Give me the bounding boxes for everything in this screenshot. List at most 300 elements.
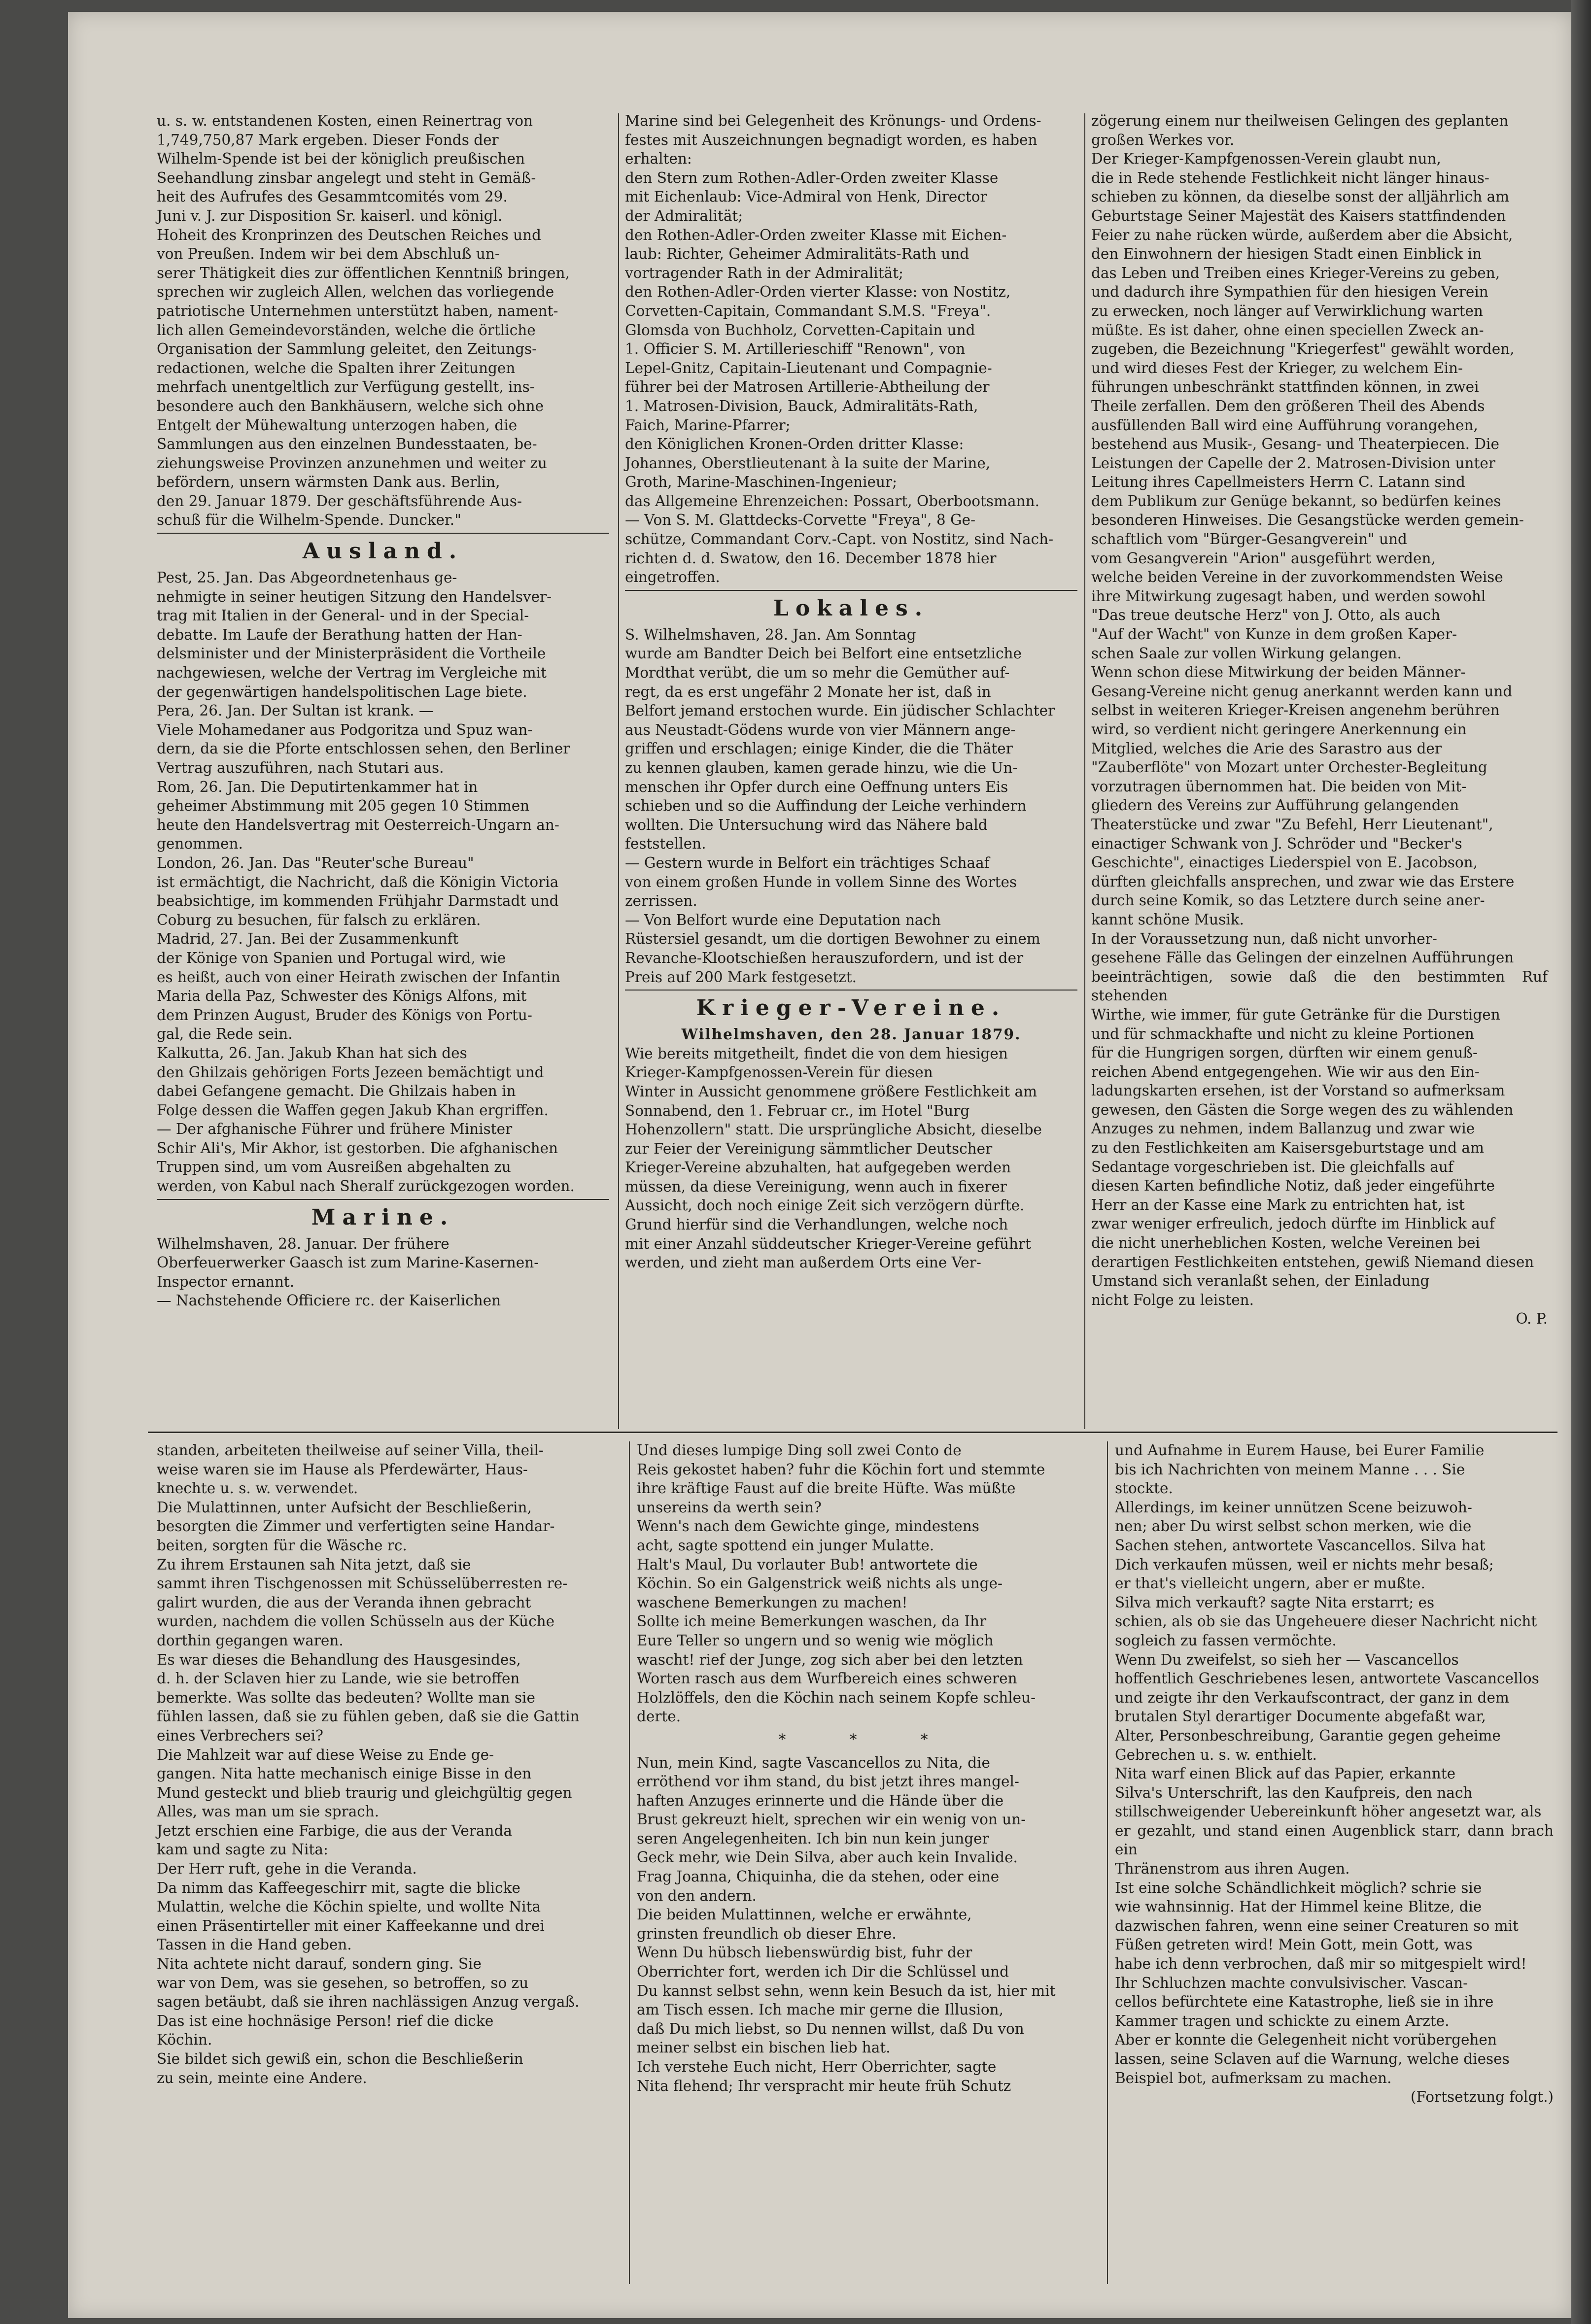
- text-line: Sammlungen aus den einzelnen Bundesstaaten, be-: [157, 436, 537, 453]
- text-line: Krieger-Vereine abzuhalten, hat aufgegeben werden: [625, 1159, 1011, 1176]
- text-line: Aber er konnte die Gelegenheit nicht vorübergehen: [1115, 2031, 1497, 2049]
- text-line: Maria della Paz, Schwester des Königs Alfons, mit: [157, 988, 527, 1005]
- text-line: 1,749,750,87 Mark ergeben. Dieser Fonds der: [157, 131, 499, 148]
- upper-column-3: [1091, 111, 1548, 1329]
- text-line: dabei Gefangene gemacht. Die Ghilzais haben in: [157, 1083, 516, 1100]
- text-line: Jetzt erschien eine Farbige, die aus der Veranda: [157, 1822, 512, 1839]
- text-line: bestehend aus Musik-, Gesang- und Theaterpiecen. Die: [1091, 436, 1499, 453]
- text-line: Worten rasch aus dem Wurfbereich eines schweren: [637, 1670, 1017, 1687]
- text-line: wird, so verdient nicht geringere Anerkennung ein: [1091, 721, 1467, 738]
- text-line: grinsten freundlich ob dieser Ehre.: [637, 1925, 897, 1942]
- text-line: schütze, Commandant Corv.-Capt. von Nostitz, sind Nach-: [625, 531, 1054, 548]
- text-line: Beispiel bot, aufmerksam zu machen.: [1115, 2069, 1392, 2086]
- text-line: Wenn Du zweifelst, so sieh her — Vascancellos: [1115, 1651, 1459, 1668]
- text-line: (Fortsetzung folgt.): [1410, 2088, 1554, 2106]
- text-line: geheimer Abstimmung mit 205 gegen 10 Stimmen: [157, 797, 530, 815]
- text-line: den Rothen-Adler-Orden zweiter Klasse mit Eichen-: [625, 226, 1007, 243]
- column-rule-4: [1107, 1441, 1108, 2284]
- text-line: fühlen lassen, daß sie zu fühlen geben, daß sie die Gattin: [157, 1708, 580, 1725]
- text-line: Herr an der Kasse eine Mark zu entrichten hat, ist: [1091, 1196, 1465, 1213]
- text-line: London, 26. Jan. Das "Reuter'sche Bureau": [157, 854, 474, 871]
- text-line: schieben und so die Auffindung der Leiche verhindern: [625, 797, 1027, 815]
- text-line: regt, da es erst ungefähr 2 Monate her ist, daß in: [625, 683, 991, 700]
- lower-column-3: [1115, 1441, 1554, 2107]
- text-line: mit Eichenlaub: Vice-Admiral von Henk, Director: [625, 188, 987, 205]
- text-line: Belfort jemand erstochen wurde. Ein jüdischer Schlachter: [625, 702, 1055, 719]
- text-line: Silva's Unterschrift, las den Kaufpreis, den nach: [1115, 1784, 1473, 1801]
- text-line: werden, und zieht man außerdem Orts eine Ver-: [625, 1254, 981, 1271]
- column-rule-2: [1084, 113, 1085, 1429]
- text-line: galirt wurden, die aus der Veranda ihnen gebracht: [157, 1594, 531, 1611]
- text-line: Aussicht, doch noch einige Zeit sich verzögern dürfte.: [625, 1197, 1025, 1214]
- text-line: gesehene Fälle das Gelingen der einzelnen Aufführungen: [1091, 949, 1514, 966]
- text-line: müssen, da diese Vereinigung, wenn auch in fixerer: [625, 1178, 1007, 1195]
- text-line: Sollte ich meine Bemerkungen waschen, da Ihr: [637, 1613, 987, 1630]
- text-line: feststellen.: [625, 835, 706, 853]
- text-line: Leitung ihres Capellmeisters Herrn C. Latann sind: [1091, 474, 1465, 491]
- text-line: dem Prinzen August, Bruder des Königs von Portu-: [157, 1006, 532, 1024]
- text-line: Grund hierfür sind die Verhandlungen, welche noch: [625, 1216, 1008, 1233]
- text-line: Wirthe, wie immer, für gute Getränke für die Durstigen: [1091, 1006, 1500, 1023]
- text-line: knechte u. s. w. verwendet.: [157, 1480, 358, 1497]
- text-line: die nicht unerheblichen Kosten, welche Vereinen bei: [1091, 1234, 1480, 1252]
- text-line: Preis auf 200 Mark festgesetzt.: [625, 968, 857, 986]
- text-line: Wenn Du hübsch liebenswürdig bist, fuhr der: [637, 1944, 972, 1961]
- text-line: Anzuges zu nehmen, indem Ballanzug und zwar wie: [1091, 1120, 1475, 1137]
- text-line: derte.: [637, 1708, 681, 1725]
- text-line: S. Wilhelmshaven, 28. Jan. Am Sonntag: [625, 626, 916, 643]
- text-line: werden, von Kabul nach Sheralf zurückgezogen worden.: [157, 1178, 575, 1195]
- text-line: gal, die Rede sein.: [157, 1025, 293, 1043]
- text-line: sagen betäubt, daß sie ihren nachlässigen Anzug vergaß.: [157, 1993, 580, 2011]
- text-line: mehrfach unentgeltlich zur Verfügung gestellt, ins-: [157, 378, 535, 396]
- text-line: sogleich zu fassen vermöchte.: [1115, 1632, 1337, 1649]
- text-line: zu den Festlichkeiten am Kaisersgeburtstage und am: [1091, 1139, 1484, 1157]
- text-line: "Zauberflöte" von Mozart unter Orchester-Begleitung: [1091, 759, 1487, 776]
- text-line: Die Mulattinnen, unter Aufsicht der Beschließerin,: [157, 1499, 532, 1516]
- text-line: Thränenstrom aus ihren Augen.: [1115, 1860, 1350, 1878]
- text-line: Folge dessen die Waffen gegen Jakub Khan ergriffen.: [157, 1101, 549, 1119]
- text-line: Coburg zu besuchen, für falsch zu erklären.: [157, 911, 481, 928]
- text-line: zu erwecken, noch länger auf Verwirklichung warten: [1091, 302, 1483, 319]
- text-line: durch seine Komik, so das Letztere durch seine aner-: [1091, 892, 1485, 909]
- text-line: zur Feier der Vereinigung sämmtlicher Deutscher: [625, 1140, 993, 1157]
- text-line: Oberfeuerwerker Gaasch ist zum Marine-Kasernen-: [157, 1254, 539, 1271]
- lokales-section: [625, 625, 1077, 987]
- section-stars: * * *: [778, 1731, 958, 1748]
- text-line: Wie bereits mitgetheilt, findet die von dem hiesigen: [625, 1045, 1008, 1062]
- text-line: zu sein, meinte eine Andere.: [157, 2069, 367, 2086]
- text-line: Da nimm das Kaffeegeschirr mit, sagte die blicke: [157, 1879, 520, 1896]
- text-line: Johannes, Oberstlieutenant à la suite der Marine,: [625, 454, 991, 472]
- text-line: weise waren sie im Hause als Pferdewärter, Haus-: [157, 1461, 528, 1478]
- text-line: festes mit Auszeichnungen begnadigt worden, es haben: [625, 131, 1038, 148]
- text-line: Wilhelmshaven, 28. Januar. Der frühere: [157, 1235, 450, 1252]
- text-line: Truppen sind, um vom Ausreißen abgehalten zu: [157, 1159, 511, 1176]
- text-line: d. h. der Sclaven hier zu Lande, wie sie betroffen: [157, 1670, 520, 1687]
- text-line: befördern, unsern wärmsten Dank aus. Berlin,: [157, 474, 500, 491]
- text-line: Rüstersiel gesandt, um die dortigen Bewohner zu einem: [625, 930, 1040, 948]
- text-line: Seehandlung zinsbar angelegt und steht in Gemäß-: [157, 169, 536, 186]
- text-line: Kammer tragen und schickte zu einem Arzte.: [1115, 2012, 1450, 2029]
- column-rule-1: [618, 113, 619, 1429]
- text-line: haften Anzuges erinnerte und die Hände über die: [637, 1792, 1004, 1809]
- text-line: Tassen in die Hand geben.: [157, 1936, 352, 1953]
- text-line: ihre kräftige Faust auf die breite Hüfte. Was müßte: [637, 1480, 1016, 1497]
- marine-section: [157, 1234, 609, 1310]
- text-line: einen Präsentirteller mit einer Kaffeekanne und drei: [157, 1917, 545, 1934]
- text-line: Pest, 25. Jan. Das Abgeordnetenhaus ge-: [157, 569, 457, 586]
- text-line: genommen.: [157, 835, 243, 853]
- text-line: ausfüllenden Ball wird eine Aufführung vorangehen,: [1091, 416, 1478, 434]
- text-line: am Tisch essen. Ich mache mir gerne die Illusion,: [637, 2001, 1004, 2018]
- text-line: Oberrichter fort, werden ich Dir die Schlüssel und: [637, 1963, 1009, 1981]
- text-line: schieben zu können, da dieselbe sonst der alljährlich am: [1091, 188, 1510, 205]
- text-line: Juni v. J. zur Disposition Sr. kaiserl. und königl.: [157, 207, 503, 224]
- text-line: Geschichte", einactiges Liederspiel von E. Jacobson,: [1091, 854, 1478, 871]
- wilhelm-spende-paragraph: [157, 111, 609, 530]
- text-line: den 29. Januar 1879. Der geschäftsführende Aus-: [157, 492, 522, 510]
- column-rule-3: [629, 1441, 630, 2284]
- text-line: und für schmackhafte und nicht zu kleine Portionen: [1091, 1025, 1474, 1042]
- text-line: wascht! rief der Junge, zog sich aber bei den letzten: [637, 1651, 1023, 1668]
- text-line: brutalen Styl derartiger Documente abgefaßt war,: [1115, 1708, 1486, 1725]
- text-line: Holzlöffels, den die Köchin nach seinem Kopfe schleu-: [637, 1689, 1036, 1706]
- text-line: Gesang-Vereine nicht genug anerkannt werden kann und: [1091, 683, 1513, 700]
- text-line: Dich verkaufen müssen, weil er nichts mehr besaß;: [1115, 1556, 1494, 1573]
- text-line: gewesen, den Gästen die Sorge wegen des zu wählenden: [1091, 1101, 1514, 1118]
- text-line: Silva mich verkauft? sagte Nita erstarrt; es: [1115, 1594, 1435, 1611]
- text-line: und zeigte ihr den Verkaufscontract, der ganz in dem: [1115, 1689, 1509, 1706]
- text-line: Mulattin, welche die Köchin spielte, und wollte Nita: [157, 1898, 541, 1915]
- text-line: kam und sagte zu Nita:: [157, 1841, 328, 1858]
- text-line: — Von Belfort wurde eine Deputation nach: [625, 911, 941, 928]
- text-line: Sedantage vorgeschrieben ist. Die gleichfalls auf: [1091, 1158, 1453, 1175]
- text-line: Köchin. So ein Galgenstrick weiß nichts als unge-: [637, 1575, 1003, 1592]
- feuilleton-part-2b: [637, 1753, 1099, 2096]
- text-line: vorzutragen übernommen hat. Die beiden von Mit-: [1091, 778, 1467, 795]
- feuilleton-part-1: [157, 1441, 620, 2087]
- lokales-heading: Lokales.: [773, 595, 930, 621]
- rule-lokales: [625, 590, 1077, 591]
- text-line: sammt ihren Tischgenossen mit Schüsselüberresten re-: [157, 1575, 568, 1592]
- rule-ausland: [157, 533, 609, 534]
- text-line: führer bei der Matrosen Artillerie-Abtheilung der: [625, 378, 990, 396]
- text-line: den Einwohnern der hiesigen Stadt einen Einblick in: [1091, 245, 1482, 263]
- text-line: zu kennen glauben, kamen gerade hinzu, wie die Un-: [625, 759, 1018, 776]
- text-line: — Von S. M. Glattdecks-Corvette "Freya", 8 Ge-: [625, 512, 976, 529]
- text-line: Pera, 26. Jan. Der Sultan ist krank. —: [157, 702, 434, 719]
- text-line: Hoheit des Kronprinzen des Deutschen Reiches und: [157, 226, 541, 243]
- text-line: den Stern zum Rothen-Adler-Orden zweiter Klasse: [625, 169, 999, 186]
- text-line: kannt schöne Musik.: [1091, 911, 1244, 928]
- text-line: war von Dem, was sie gesehen, so betroffen, so zu: [157, 1974, 529, 1991]
- text-line: vom Gesangverein "Arion" ausgeführt werden,: [1091, 549, 1436, 567]
- upper-column-2: [625, 111, 1077, 1272]
- text-line: Corvetten-Capitain, Commandant S.M.S. "Freya".: [625, 302, 991, 319]
- text-line: dern, da sie die Pforte entschlossen sehen, den Berliner: [157, 740, 570, 757]
- text-line: Kalkutta, 26. Jan. Jakub Khan hat sich des: [157, 1044, 467, 1061]
- text-line: Feier zu nahe rücken würde, außerdem aber die Absicht,: [1091, 226, 1513, 243]
- text-line: griffen und erschlagen; einige Kinder, die die Thäter: [625, 740, 1013, 757]
- text-line: wurde am Bandter Deich bei Belfort eine entsetzliche: [625, 645, 1022, 662]
- text-line: Nita warf einen Blick auf das Papier, erkannte: [1115, 1765, 1456, 1782]
- text-line: ladungskarten ersehen, ist der Vorstand so aufmerksam: [1091, 1082, 1505, 1099]
- text-line: Glomsda von Buchholz, Corvetten-Capitain und: [625, 321, 975, 339]
- text-line: debatte. Im Laufe der Berathung hatten der Han-: [157, 626, 522, 643]
- text-line: Reis gekostet haben? fuhr die Köchin fort und stemmte: [637, 1461, 1045, 1478]
- text-line: Mund gesteckt und blieb traurig und gleichgültig gegen: [157, 1784, 572, 1801]
- text-line: den Ghilzais gehörigen Forts Jezeen bemächtigt und: [157, 1063, 544, 1081]
- text-line: seren Angelegenheiten. Ich bin nun kein junger: [637, 1830, 989, 1847]
- text-line: Revanche-Klootschießen herauszufordern, und ist der: [625, 949, 1024, 966]
- text-line: meiner selbst ein bischen lieb hat.: [637, 2039, 891, 2056]
- text-line: aus Neustadt-Gödens wurde von vier Männern ange-: [625, 721, 1016, 738]
- text-line: standen, arbeiteten theilweise auf seiner Villa, theil-: [157, 1442, 544, 1459]
- text-line: Marine sind bei Gelegenheit des Krönungs- und Ordens-: [625, 112, 1041, 129]
- text-line: diesen Karten befindliche Notiz, daß jeder eingeführte: [1091, 1177, 1495, 1195]
- text-line: Winter in Aussicht genommene größere Festlichkeit am: [625, 1083, 1038, 1100]
- text-line: Frag Joanna, Chiquinha, die da stehen, oder eine: [637, 1868, 1000, 1885]
- text-line: Alles, was man um sie sprach.: [157, 1803, 380, 1820]
- text-line: schaftlich vom "Bürger-Gesangverein" und: [1091, 531, 1407, 548]
- text-line: Vertrag auszuführen, nach Stutari aus.: [157, 759, 444, 776]
- text-line: lassen, seine Sclaven auf die Warnung, welche dieses: [1115, 2051, 1510, 2067]
- text-line: Schir Ali's, Mir Akhor, ist gestorben. Die afghanischen: [157, 1139, 558, 1157]
- text-line: stillschweigender Uebereinkunft höher angesetzt war, als: [1115, 1803, 1542, 1820]
- feuilleton-part-3: [1115, 1441, 1554, 2107]
- text-line: schien, als ob sie das Ungeheuere dieser Nachricht nicht: [1115, 1613, 1537, 1630]
- text-line: Das ist eine hochnäsige Person! rief die dicke: [157, 2012, 494, 2029]
- text-line: wollten. Die Untersuchung wird das Nähere bald: [625, 816, 988, 833]
- text-line: Zu ihrem Erstaunen sah Nita jetzt, daß sie: [157, 1556, 471, 1573]
- text-line: Der Krieger-Kampfgenossen-Verein glaubt nun,: [1091, 150, 1441, 168]
- text-line: Füßen getreten wird! Mein Gott, mein Gott, was: [1115, 1936, 1473, 1953]
- text-line: wie wahnsinnig. Hat der Himmel keine Blitze, die: [1115, 1898, 1482, 1915]
- text-line: bemerkte. Was sollte das bedeuten? Wollte man sie: [157, 1689, 535, 1706]
- text-line: erhalten:: [625, 150, 692, 168]
- text-line: besonderen Hinweises. Die Gesangstücke werden gemein-: [1091, 512, 1524, 529]
- text-line: Köchin.: [157, 2031, 212, 2049]
- text-line: zerrissen.: [625, 892, 697, 910]
- text-line: Wenn schon diese Mitwirkung der beiden Männer-: [1091, 664, 1466, 681]
- text-line: Entgelt der Mühewaltung unterzogen haben, die: [157, 416, 518, 434]
- text-line: In der Voraussetzung nun, daß nicht unvorher-: [1091, 930, 1437, 947]
- page-edge-shadow: [1571, 0, 1591, 2324]
- text-line: beiten, sorgten für die Wäsche rc.: [157, 1537, 407, 1554]
- text-line: delsminister und der Ministerpräsident die Vortheile: [157, 645, 546, 662]
- text-line: vortragender Rath in der Admiralität;: [625, 264, 903, 281]
- text-line: selbst in weiteren Krieger-Kreisen angenehm berühren: [1091, 702, 1500, 719]
- text-line: Hohenzollern" statt. Die ursprüngliche Absicht, dieselbe: [625, 1121, 1042, 1138]
- text-line: acht, sagte spottend ein junger Mulatte.: [637, 1537, 934, 1554]
- text-line: dorthin gegangen waren.: [157, 1632, 344, 1649]
- text-line: er that's vielleicht ungern, aber er mußte.: [1115, 1575, 1425, 1592]
- text-line: nehmigte in seiner heutigen Sitzung den Handelsver-: [157, 588, 552, 605]
- text-line: Nita achtete nicht darauf, sondern ging. Sie: [157, 1955, 482, 1973]
- text-line: Theile zerfallen. Dem den größeren Theil des Abends: [1091, 397, 1485, 414]
- text-line: redactionen, welche die Spalten ihrer Zeitungen: [157, 359, 516, 376]
- text-line: und dadurch ihre Sympathien für den hiesigen Verein: [1091, 283, 1488, 301]
- text-line: patriotische Unternehmen unterstützt haben, nament-: [157, 302, 558, 319]
- ausland-section: [157, 568, 609, 1196]
- marine-orders-continued: [625, 111, 1077, 587]
- text-line: zögerung einem nur theilweisen Gelingen des geplanten: [1091, 112, 1509, 129]
- text-line: unsereins da werth sein?: [637, 1499, 822, 1516]
- text-line: Die beiden Mulattinnen, welche er erwähnte,: [637, 1906, 972, 1923]
- text-line: müßte. Es ist daher, ohne einen speciellen Zweck an-: [1091, 321, 1484, 339]
- text-line: Ist eine solche Schändlichkeit möglich? schrie sie: [1115, 1879, 1482, 1896]
- text-line: 1. Matrosen-Division, Bauck, Admiralitäts-Rath,: [625, 397, 978, 414]
- text-line: Lepel-Gnitz, Capitain-Lieutenant und Compagnie-: [625, 359, 992, 376]
- text-line: Und dieses lumpige Ding soll zwei Conto de: [637, 1442, 962, 1459]
- text-line: von Preußen. Indem wir bei dem Abschluß un-: [157, 245, 500, 263]
- text-line: Geburtstage Seiner Majestät des Kaisers stattfindenden: [1091, 207, 1506, 224]
- text-line: — Der afghanische Führer und frühere Minister: [157, 1121, 513, 1138]
- text-line: heit des Aufrufes des Gesammtcomités vom 29.: [157, 188, 508, 205]
- text-line: lich allen Gemeindevorständen, welche die örtliche: [157, 321, 536, 339]
- text-line: den Rothen-Adler-Orden vierter Klasse: von Nostitz,: [625, 283, 1011, 301]
- text-line: er gezahlt, und stand einen Augenblick starr, dann brach ein: [1115, 1822, 1554, 1858]
- text-line: "Das treue deutsche Herz" von J. Otto, als auch: [1091, 607, 1441, 624]
- text-line: Organisation der Sammlung geleitet, den Zeitungs-: [157, 341, 537, 358]
- krieger-section: [625, 1044, 1077, 1272]
- text-line: Groth, Marine-Maschinen-Ingenieur;: [625, 474, 898, 491]
- text-line: Du kannst selbst sehn, wenn kein Besuch da ist, hier mit: [637, 1982, 1056, 1999]
- text-line: beabsichtige, im kommenden Frühjahr Darmstadt und: [157, 892, 559, 910]
- text-line: Theaterstücke und zwar "Zu Befehl, Herr Lieutenant",: [1091, 816, 1493, 833]
- text-line: der Admiralität;: [625, 207, 743, 224]
- text-line: Leistungen der Capelle der 2. Matrosen-Division unter: [1091, 454, 1495, 472]
- text-line: führungen unbeschränkt stattfinden können, in zwei: [1091, 378, 1479, 396]
- text-line: daß Du mich liebst, so Du nennen willst, daß Du von: [637, 2020, 1024, 2037]
- text-line: Viele Mohamedaner aus Podgoritza und Spuz wan-: [157, 721, 533, 738]
- text-line: Die Mahlzeit war auf diese Weise zu Ende ge-: [157, 1746, 494, 1763]
- text-line: Sachen stehen, antwortete Vascancellos. Silva hat: [1115, 1537, 1486, 1554]
- text-line: das Leben und Treiben eines Krieger-Vereins zu geben,: [1091, 264, 1500, 281]
- text-line: Inspector ernannt.: [157, 1273, 295, 1290]
- text-line: 1. Officier S. M. Artillerieschiff "Renown", von: [625, 341, 966, 358]
- text-line: mit einer Anzahl süddeutscher Krieger-Vereine geführt: [625, 1235, 1031, 1252]
- text-line: Der Herr ruft, gehe in die Veranda.: [157, 1860, 417, 1878]
- text-line: Madrid, 27. Jan. Bei der Zusammenkunft: [157, 930, 459, 948]
- rule-marine: [157, 1199, 609, 1200]
- text-line: Nun, mein Kind, sagte Vascancellos zu Nita, die: [637, 1754, 990, 1771]
- rule-krieger: [625, 990, 1077, 991]
- text-line: habe ich denn verbrochen, daß mir so mitgespielt wird!: [1115, 1955, 1527, 1973]
- text-line: Alter, Personbeschreibung, Garantie gegen geheime: [1115, 1727, 1501, 1744]
- text-line: bis ich Nachrichten von meinem Manne . . . Sie: [1115, 1461, 1465, 1478]
- text-line: von einem großen Hunde in vollem Sinne des Wortes: [625, 873, 1017, 890]
- text-line: Faich, Marine-Pfarrer;: [625, 416, 791, 434]
- text-line: zugeben, die Bezeichnung "Kriegerfest" gewählt worden,: [1091, 341, 1515, 358]
- text-line: es heißt, auch von einer Heirath zwischen der Infantin: [157, 968, 560, 986]
- text-line: zwar weniger erfreulich, jedoch dürfte im Hinblick auf: [1091, 1215, 1495, 1232]
- text-line: der gegenwärtigen handelspolitischen Lage biete.: [157, 683, 527, 700]
- text-line: wurden, nachdem die vollen Schüsseln aus der Küche: [157, 1613, 555, 1630]
- text-line: eines Verbrechers sei?: [157, 1727, 323, 1744]
- text-line: das Allgemeine Ehrenzeichen: Possart, Oberbootsmann.: [625, 492, 1039, 510]
- marine-heading: Marine.: [311, 1204, 455, 1230]
- text-line: und Aufnahme in Eurem Hause, bei Eurer Familie: [1115, 1442, 1485, 1459]
- text-line: — Gestern wurde in Belfort ein trächtiges Schaaf: [625, 854, 990, 871]
- text-line: trag mit Italien in der General- und in der Special-: [157, 607, 529, 624]
- text-line: Wilhelm-Spende ist bei der königlich preußischen: [157, 150, 525, 168]
- text-line: erröthend vor ihm stand, du bist jetzt ihres mangel-: [637, 1773, 1019, 1790]
- text-line: Eure Teller so ungern und so wenig wie möglich: [637, 1632, 994, 1649]
- text-line: Es war dieses die Behandlung des Hausgesindes,: [157, 1651, 521, 1668]
- text-line: schen Saale zur vollen Wirkung gelangen.: [1091, 645, 1402, 662]
- text-line: richten d. d. Swatow, den 16. December 1878 hier: [625, 549, 997, 567]
- text-line: Halt's Maul, Du vorlauter Bub! antwortete die: [637, 1556, 978, 1573]
- text-line: gangen. Nita hatte mechanisch einige Bisse in den: [157, 1765, 532, 1782]
- text-line: derartigen Festlichkeiten entstehen, gewiß Niemand diesen: [1091, 1253, 1534, 1270]
- text-line: welche beiden Vereine in der zuvorkommendsten Weise: [1091, 569, 1503, 586]
- text-line: gliedern des Vereins zur Aufführung gelangenden: [1091, 797, 1459, 814]
- text-line: dazwischen fahren, wenn eine seiner Creaturen so mit: [1115, 1917, 1519, 1934]
- text-line: Rom, 26. Jan. Die Deputirtenkammer hat in: [157, 778, 478, 795]
- text-line: und wird dieses Fest der Krieger, zu welchem Ein-: [1091, 359, 1463, 376]
- text-line: u. s. w. entstandenen Kosten, einen Reinertrag von: [157, 112, 533, 129]
- text-line: dürften gleichfalls ansprechen, und zwar wie das Erstere: [1091, 873, 1515, 890]
- text-line: — Nachstehende Officiere rc. der Kaiserlichen: [157, 1292, 501, 1309]
- text-line: großen Werkes vor.: [1091, 131, 1235, 148]
- text-line: ist ermächtigt, die Nachricht, daß die Königin Victoria: [157, 873, 559, 890]
- text-line: Mordthat verübt, die um so mehr die Gemüther auf-: [625, 664, 1010, 682]
- text-line: O. P.: [1516, 1310, 1548, 1328]
- krieger-section-continued: [1091, 111, 1548, 1329]
- text-line: beeinträchtigen, sowie daß die den bestimmten Ruf stehenden: [1091, 968, 1548, 1004]
- text-line: für die Hungrigen sorgen, dürften wir einem genuß-: [1091, 1044, 1478, 1061]
- text-line: ziehungsweise Provinzen anzunehmen und weiter zu: [157, 454, 547, 472]
- text-line: besondere auch den Bankhäusern, welche sich ohne: [157, 397, 544, 414]
- text-line: Gebrechen u. s. w. enthielt.: [1115, 1746, 1317, 1763]
- text-line: reichen Abend entgegengehen. Wie wir aus den Ein-: [1091, 1063, 1480, 1080]
- text-line: sprechen wir zugleich Allen, welchen das vorliegende: [157, 283, 554, 301]
- section-divider: [148, 1432, 1557, 1433]
- text-line: nicht Folge zu leisten.: [1091, 1291, 1254, 1308]
- text-line: Geck mehr, wie Dein Silva, aber auch kein Invalide.: [637, 1849, 1018, 1866]
- text-line: Sie bildet sich gewiß ein, schon die Beschließerin: [157, 2051, 523, 2067]
- text-line: Mitglied, welches die Arie des Sarastro aus der: [1091, 740, 1442, 757]
- text-line: ihre Mitwirkung zugesagt haben, und werden sowohl: [1091, 587, 1486, 605]
- text-line: cellos befürchtete eine Katastrophe, ließ sie in ihre: [1115, 1993, 1494, 2011]
- text-line: Nita flehend; Ihr verspracht mir heute früh Schutz: [637, 2077, 1011, 2094]
- text-line: hoffentlich Geschriebenes lesen, antwortete Vascancellos: [1115, 1670, 1539, 1687]
- text-line: laub: Richter, Geheimer Admiralitäts-Rath und: [625, 245, 969, 263]
- text-line: "Auf der Wacht" von Kunze in dem großen Kaper-: [1091, 626, 1457, 643]
- krieger-dateline: Wilhelmshaven, den 28. Januar 1879.: [681, 1025, 1021, 1043]
- text-line: besorgten die Zimmer und verfertigten seine Handar-: [157, 1518, 555, 1535]
- text-line: Brust gekreuzt hielt, sprechen wir ein wenig von un-: [637, 1811, 1026, 1828]
- text-line: menschen ihr Opfer durch eine Oeffnung unters Eis: [625, 778, 1008, 795]
- text-line: einactiger Schwank von J. Schröder und "Becker's: [1091, 835, 1462, 852]
- text-line: heute den Handelsvertrag mit Oesterreich-Ungarn an-: [157, 816, 559, 833]
- text-line: eingetroffen.: [625, 569, 720, 586]
- text-line: Sonnabend, den 1. Februar cr., im Hotel "Burg: [625, 1102, 970, 1119]
- text-line: stockte.: [1115, 1480, 1173, 1497]
- text-line: die in Rede stehende Festlichkeit nicht länger hinaus-: [1091, 169, 1489, 186]
- text-line: schuß für die Wilhelm-Spende. Duncker.": [157, 512, 461, 529]
- text-line: der Könige von Spanien und Portugal wird, wie: [157, 949, 506, 966]
- text-line: Ihr Schluchzen machte convulsivischer. Vascan-: [1115, 1974, 1468, 1991]
- text-line: von den andern.: [637, 1887, 757, 1904]
- text-line: nen; aber Du wirst selbst schon merken, wie die: [1115, 1518, 1472, 1535]
- text-line: Ich verstehe Euch nicht, Herr Oberrichter, sagte: [637, 2058, 997, 2075]
- text-line: serer Thätigkeit dies zur öffentlichen Kenntniß bringen,: [157, 264, 570, 281]
- lower-column-1: [157, 1441, 620, 2087]
- text-line: dem Publikum zur Genüge bekannt, so bedürfen keines: [1091, 492, 1501, 510]
